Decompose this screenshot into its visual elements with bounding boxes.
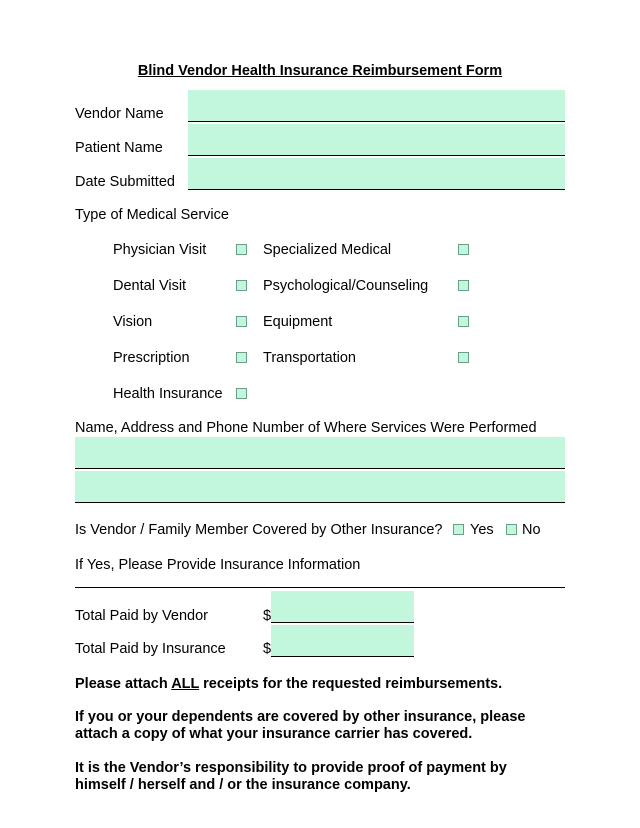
service-prescription-checkbox[interactable] <box>236 352 247 363</box>
other-insurance-question: Is Vendor / Family Member Covered by Other Insurance? <box>75 522 443 538</box>
total-paid-insurance-field[interactable] <box>271 625 414 657</box>
service-specialized-medical-label: Specialized Medical <box>263 242 392 258</box>
vendor-name-label: Vendor Name <box>75 106 164 122</box>
service-dental-visit-label: Dental Visit <box>113 278 187 294</box>
insurance-info-label: If Yes, Please Provide Insurance Information <box>75 557 361 573</box>
provider-heading: Name, Address and Phone Number of Where Services Were Performed <box>75 420 537 436</box>
date-submitted-field[interactable] <box>188 158 565 190</box>
total-paid-vendor-field[interactable] <box>271 591 414 623</box>
service-psychological-counseling-checkbox[interactable] <box>458 280 469 291</box>
patient-name-label: Patient Name <box>75 140 163 156</box>
patient-name-field[interactable] <box>188 124 565 156</box>
form-title: Blind Vendor Health Insurance Reimbursement Form <box>137 63 503 79</box>
service-prescription-label: Prescription <box>113 350 190 366</box>
responsibility-note-line-1: It is the Vendor’s responsibility to provide proof of payment by <box>75 760 507 776</box>
receipts-note-emphasis: ALL <box>171 676 200 692</box>
service-dental-visit-checkbox[interactable] <box>236 280 247 291</box>
total-paid-vendor-label: Total Paid by Vendor <box>75 608 209 624</box>
other-insurance-yes-checkbox[interactable] <box>453 524 464 535</box>
service-specialized-medical-checkbox[interactable] <box>458 244 469 255</box>
date-submitted-label: Date Submitted <box>75 174 175 190</box>
service-transportation-label: Transportation <box>263 350 356 366</box>
other-insurance-no-label: No <box>522 522 541 538</box>
provider-line-1-field[interactable] <box>75 437 565 469</box>
service-transportation-checkbox[interactable] <box>458 352 469 363</box>
insurance-info-line[interactable] <box>75 587 565 588</box>
service-health-insurance-label: Health Insurance <box>113 386 223 402</box>
dependents-note-line-2: attach a copy of what your insurance carrier has covered. <box>75 726 473 742</box>
service-vision-label: Vision <box>113 314 153 330</box>
vendor-name-field[interactable] <box>188 90 565 122</box>
provider-line-2-field[interactable] <box>75 471 565 503</box>
service-health-insurance-checkbox[interactable] <box>236 388 247 399</box>
responsibility-note-line-2: himself / herself and / or the insurance company. <box>75 777 411 793</box>
total-paid-insurance-label: Total Paid by Insurance <box>75 641 226 657</box>
service-physician-visit-checkbox[interactable] <box>236 244 247 255</box>
service-psychological-counseling-label: Psychological/Counseling <box>263 278 429 294</box>
total-paid-insurance-currency: $ <box>263 641 272 657</box>
service-physician-visit-label: Physician Visit <box>113 242 207 258</box>
receipts-note <box>75 676 502 692</box>
total-paid-vendor-currency: $ <box>263 608 272 624</box>
receipts-note-pre: Please attach <box>75 676 172 692</box>
other-insurance-yes-label: Yes <box>470 522 494 538</box>
service-vision-checkbox[interactable] <box>236 316 247 327</box>
dependents-note-line-1: If you or your dependents are covered by other insurance, please <box>75 709 526 725</box>
service-equipment-label: Equipment <box>263 314 333 330</box>
receipts-note-post: receipts for the requested reimbursements. <box>199 676 503 692</box>
service-equipment-checkbox[interactable] <box>458 316 469 327</box>
other-insurance-no-checkbox[interactable] <box>506 524 517 535</box>
medical-service-heading: Type of Medical Service <box>75 207 229 223</box>
